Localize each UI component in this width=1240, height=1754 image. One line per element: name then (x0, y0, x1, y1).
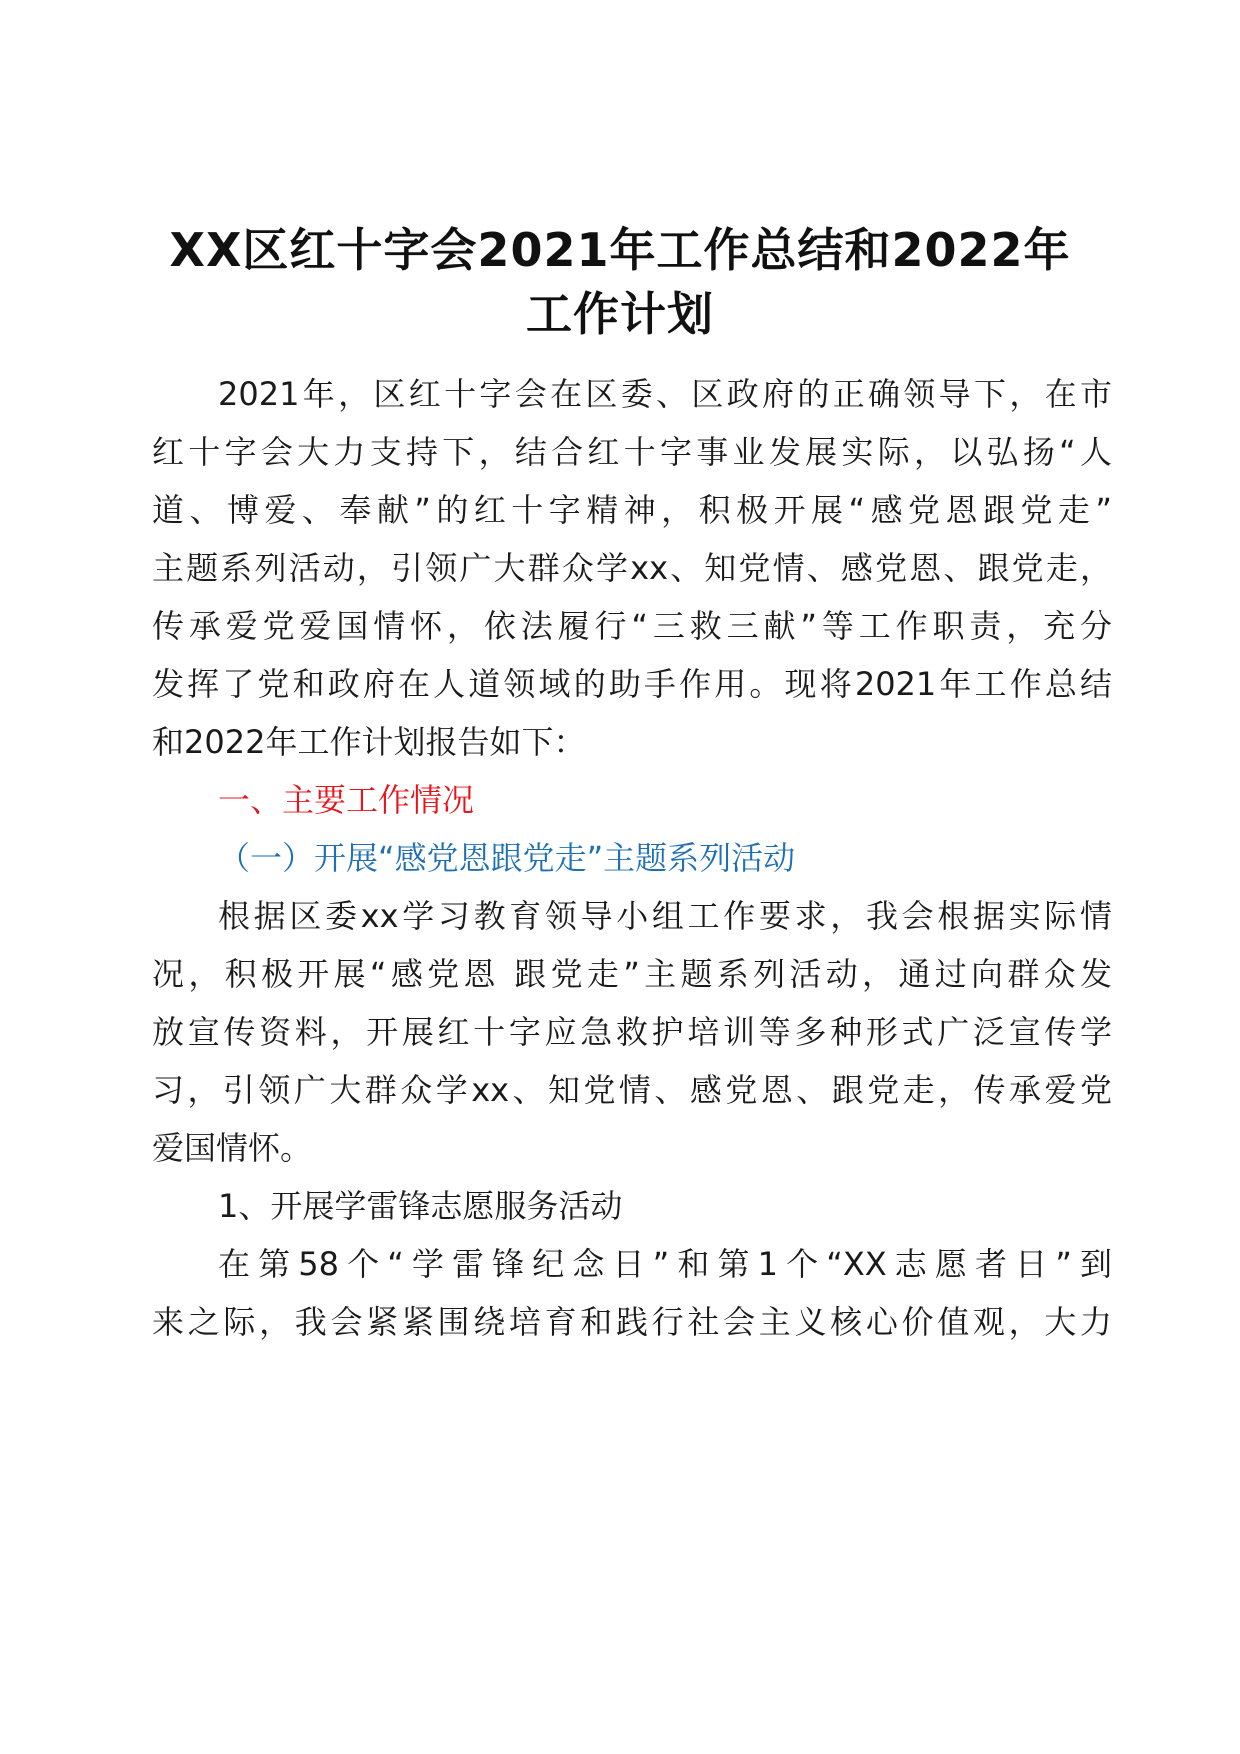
paragraph-2-line-5: 爱国情怀。 (152, 1129, 313, 1167)
paragraph-1-line-1: 2021年，区红十字会在区委、区政府的正确领导下，在市 (218, 375, 1112, 413)
section-heading-main-work: 一、主要工作情况 (218, 781, 475, 819)
paragraph-1-line-2: 红十字会大力支持下，结合红十字事业发展实际，以弘扬“人 (152, 433, 1112, 471)
paragraph-2-line-4: 习，引领广大群众学xx、知党情、感党恩、跟党走，传承爱党 (152, 1071, 1112, 1109)
document-title-line-1: XX区红十字会2021年工作总结和2022年 (169, 223, 1071, 277)
document-title-line-2: 工作计划 (526, 287, 714, 341)
paragraph-2-line-2: 况，积极开展“感党恩 跟党走”主题系列活动，通过向群众发 (152, 955, 1112, 993)
paragraph-1-line-4: 主题系列活动，引领广大群众学xx、知党情、感党恩、跟党走， (152, 549, 1112, 587)
paragraph-2-line-1: 根据区委xx学习教育领导小组工作要求，我会根据实际情 (218, 897, 1112, 935)
paragraph-2-line-3: 放宣传资料，开展红十字应急救护培训等多种形式广泛宣传学 (152, 1013, 1112, 1051)
paragraph-1-line-3: 道、博爱、奉献”的红十字精神，积极开展“感党恩跟党走” (152, 491, 1112, 529)
paragraph-3-line-2: 来之际，我会紧紧围绕培育和践行社会主义核心价值观，大力 (152, 1303, 1112, 1341)
item-heading-lei-feng: 1、开展学雷锋志愿服务活动 (218, 1187, 623, 1225)
paragraph-1-line-7: 和2022年工作计划报告如下： (152, 723, 586, 761)
paragraph-1-line-6: 发挥了党和政府在人道领域的助手作用。现将2021年工作总结 (152, 665, 1112, 703)
paragraph-3-line-1: 在第58个“学雷锋纪念日”和第1个“XX志愿者日”到 (218, 1245, 1112, 1283)
subsection-heading-activities: （一）开展“感党恩跟党走”主题系列活动 (218, 839, 796, 877)
paragraph-1-line-5: 传承爱党爱国情怀，依法履行“三救三献”等工作职责，充分 (152, 607, 1112, 645)
